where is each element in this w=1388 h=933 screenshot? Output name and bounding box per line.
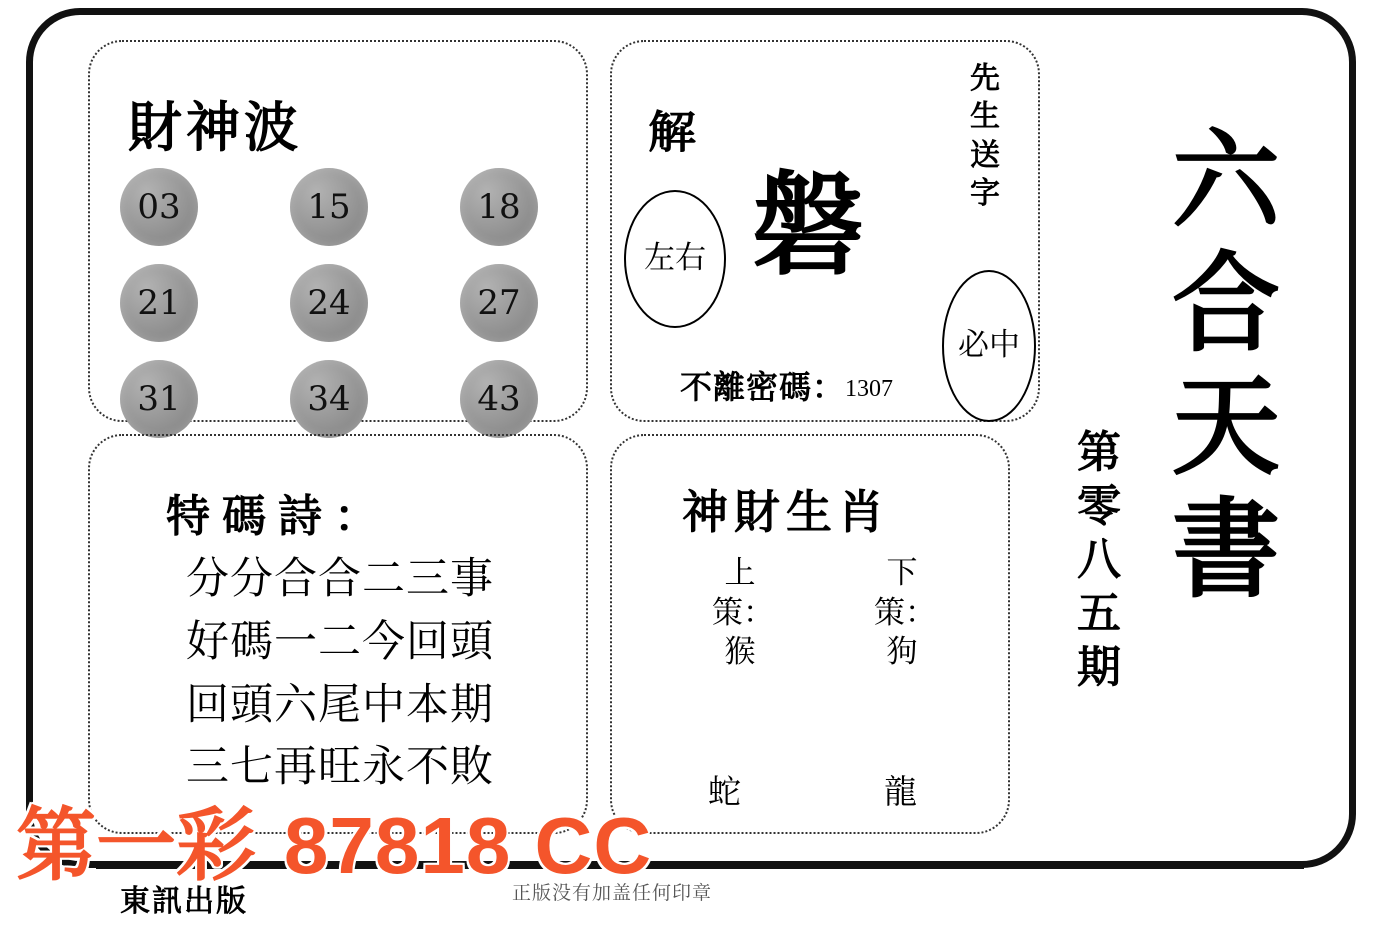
poem-line: 好碼一二今回頭 <box>186 616 494 667</box>
master-note-text: 先生送字 <box>970 61 1000 212</box>
zodiac-extra-right: 龍 <box>884 772 917 811</box>
lottery-ball: 27 <box>460 264 538 342</box>
lottery-ball: 03 <box>120 168 198 246</box>
lottery-ball: 15 <box>290 168 368 246</box>
zodiac-upper-pick: 上策：猴 <box>712 555 774 671</box>
panel-zodiac <box>610 434 1010 834</box>
issue-number: 第零八五期 <box>1077 427 1121 693</box>
caishenbo-ball-grid <box>112 162 568 419</box>
poem-line: 分分合合二三事 <box>186 554 494 604</box>
watermark-brand: 第一彩 <box>16 799 256 892</box>
jie-label: 解 <box>648 106 697 159</box>
secret-code-line <box>680 362 893 408</box>
jie-big-character: 磐 <box>752 160 864 291</box>
lottery-ball: 18 <box>460 168 538 246</box>
lottery-ball: 31 <box>120 360 198 438</box>
page-title: 六合天書 <box>1171 118 1280 614</box>
watermark-number: 87818 CC <box>283 801 653 890</box>
poem-lines <box>138 548 542 799</box>
caishenbo-title: 財神波 <box>128 95 302 159</box>
authenticity-note: 正版没有加盖任何印章 <box>512 882 713 904</box>
secret-code-value: 1307 <box>845 376 894 402</box>
poem-line: 回頭六尾中本期 <box>186 679 494 730</box>
lottery-ball: 21 <box>120 264 198 342</box>
lottery-ball: 34 <box>290 360 368 438</box>
bizhong-text: 必中 <box>958 327 1020 364</box>
zodiac-title: 神財生肖 <box>682 485 890 539</box>
secret-code-label: 不離密碼： <box>680 368 846 406</box>
bizhong-ellipse <box>942 270 1036 422</box>
panel-caishenbo <box>88 40 588 422</box>
watermark <box>16 799 653 892</box>
zuoyou-text: 左右 <box>644 240 706 277</box>
poem-line: 三七再旺永不敗 <box>186 742 494 793</box>
lottery-ball: 43 <box>460 360 538 438</box>
poem-title: 特碼詩： <box>166 491 390 542</box>
panel-poem <box>88 434 588 834</box>
zodiac-extra-left: 蛇 <box>708 772 741 811</box>
lottery-ball: 24 <box>290 264 368 342</box>
zuoyou-ellipse <box>624 190 726 328</box>
panel-jie <box>610 40 1040 422</box>
publisher-name: 東訊出版 <box>120 884 248 919</box>
zodiac-lower-pick: 下策：狗 <box>874 555 936 671</box>
